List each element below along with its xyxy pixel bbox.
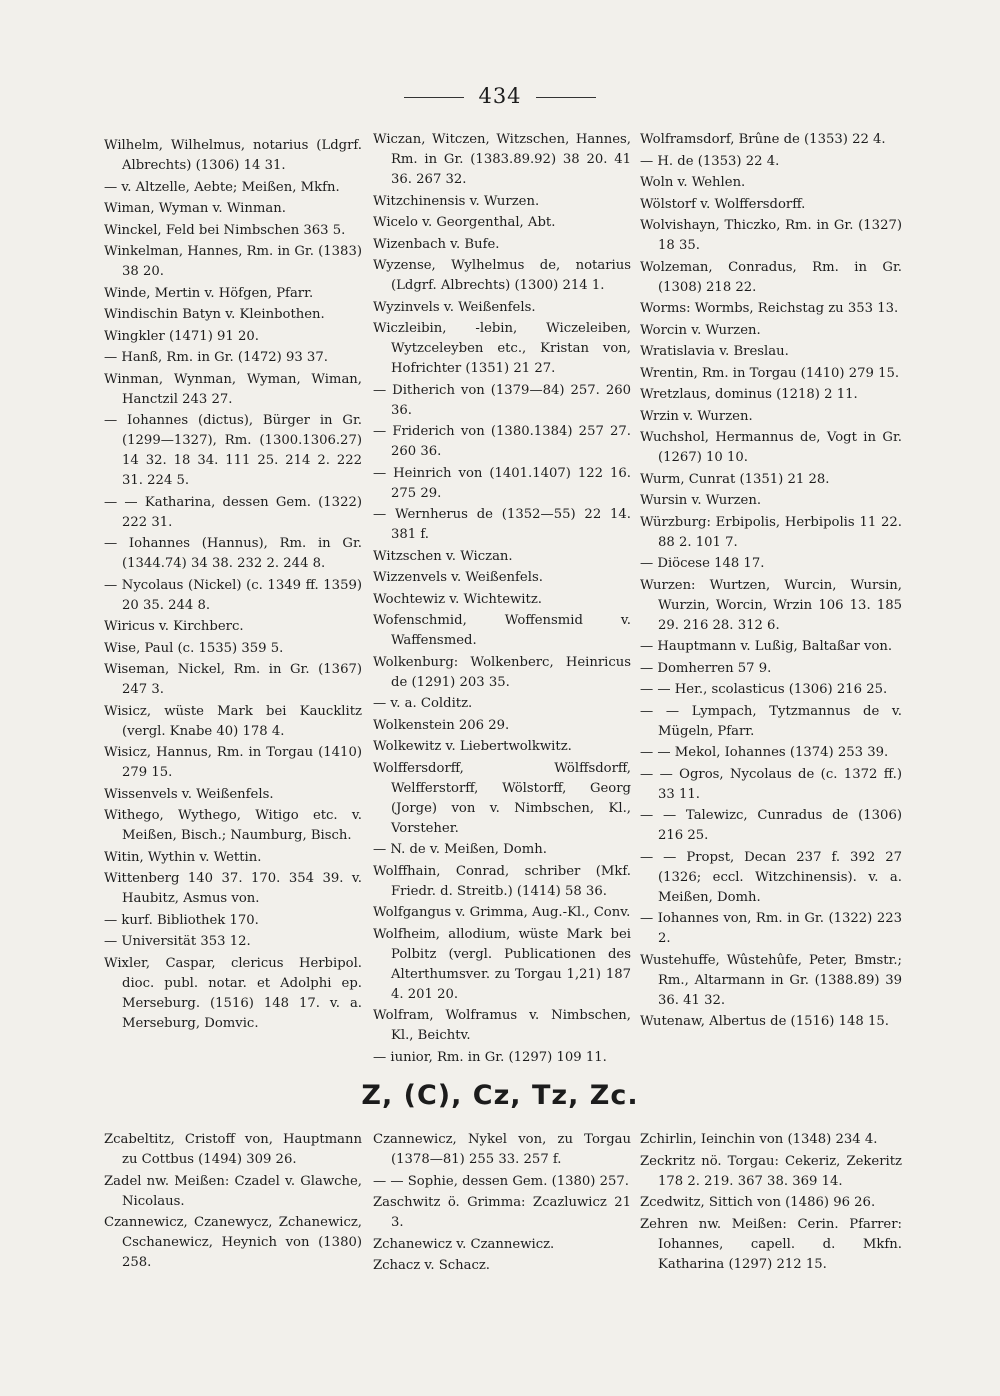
index-entry: Wixler, Caspar, clericus Herbipol. dioc. publ. notar. et Adolphi ep. Merseburg. (1516) 148 17. v. a. Merseburg, Domvic. — [104, 955, 362, 1031]
index-entry: Wolkenstein 206 29. — [373, 717, 510, 733]
index-entry: Wrzin v. Wurzen. — [640, 408, 753, 424]
index-entry: — — Propst, Decan 237 f. 392 27 (1326; eccl. Witzchinensis). v. a. Meißen, Domh. — [640, 849, 902, 905]
index-entry: Wise, Paul (c. 1535) 359 5. — [104, 640, 284, 656]
index-entry: Zchacz v. Schacz. — [373, 1258, 490, 1273]
header-rule-left — [404, 97, 464, 98]
index-entry: Zcedwitz, Sittich von (1486) 96 26. — [640, 1195, 876, 1210]
index-entry: Zehren nw. Meißen: Cerin. Pfarrer: Iohannes, capell. d. Mkfn. Katharina (1297) 212 15. — [640, 1216, 902, 1272]
index-entry: — N. de v. Meißen, Domh. — [373, 842, 547, 857]
index-entry: Wretzlaus, dominus (1218) 2 11. — [640, 387, 858, 402]
index-entry: Wilhelm, Wilhelmus, notarius (Ldgrf. Albrechts) (1306) 14 31. — [104, 138, 362, 173]
index-entry: Wisicz, Hannus, Rm. in Torgau (1410) 279 15. — [104, 745, 362, 780]
index-entry: Wurm, Cunrat (1351) 21 28. — [640, 471, 830, 487]
index-entry: Wolkewitz v. Liebertwolkwitz. — [373, 739, 572, 754]
index-entry: — v. a. Colditz. — [373, 696, 473, 711]
index-entry: Wustehuffe, Wûstehûfe, Peter, Bmstr.; Rm., Altarmann in Gr. (1388.89) 39 36. 41 32. — [640, 952, 902, 1008]
index-column-5 — [373, 1130, 631, 1278]
index-entry: Wiczleibin, -lebin, Wiczeleiben, Wytzceleyben etc., Kristan von, Hofrichter (1351) 21 27. — [373, 321, 631, 376]
index-column-2 — [373, 130, 631, 1069]
index-entry: Wyzense, Wylhelmus de, notarius (Ldgrf. Albrechts) (1300) 214 1. — [373, 258, 631, 293]
index-entry: Wittenberg 140 37. 170. 354 39. v. Haubitz, Asmus von. — [104, 871, 362, 906]
index-entry: Zchirlin, Ieinchin von (1348) 234 4. — [640, 1132, 878, 1147]
index-entry: — — Talewizc, Cunradus de (1306) 216 25. — [640, 808, 902, 843]
index-entry: Wochtewiz v. Wichtewitz. — [373, 591, 542, 607]
index-entry: Zchanewicz v. Czannewicz. — [373, 1236, 555, 1252]
index-entry: — Friderich von (1380.1384) 257 27. 260 36. — [373, 424, 631, 459]
index-entry: Wutenaw, Albertus de (1516) 148 15. — [640, 1014, 889, 1029]
index-column-4 — [104, 1130, 362, 1275]
index-entry: Wolzeman, Conradus, Rm. in Gr. (1308) 218 22. — [640, 259, 902, 295]
index-entry: Wölstorf v. Wolffersdorff. — [640, 196, 806, 212]
index-entry: Woln v. Wehlen. — [640, 175, 746, 190]
index-entry: Wizenbach v. Bufe. — [373, 236, 500, 252]
index-column-6 — [640, 1130, 902, 1276]
index-entry: Wolfgangus v. Grimma, Aug.-Kl., Conv. — [373, 905, 631, 920]
index-entry: Wurzen: Wurtzen, Wurcin, Wursin, Wurzin, Worcin, Wrzin 106 13. 185 29. 216 28. 312 6. — [640, 577, 902, 633]
index-entry: Wolfheim, allodium, wüste Mark bei Polbitz (vergl. Publicationen des Alterthumsver. zu Torgau 1,21) 187 4. 201 20. — [373, 926, 631, 1002]
index-entry: Wolkenburg: Wolkenberc, Heinricus de (1291) 203 35. — [373, 654, 631, 690]
index-entry: Czannewicz, Nykel von, zu Torgau (1378—81) 255 33. 257 f. — [373, 1132, 631, 1167]
index-entry: Withego, Wythego, Witigo etc. v. Meißen, Bisch.; Naumburg, Bisch. — [104, 808, 362, 843]
index-entry: Wissenvels v. Weißenfels. — [104, 786, 274, 802]
index-column-1 — [104, 136, 362, 1035]
header-rule-right — [536, 97, 596, 98]
index-entry: Wrentin, Rm. in Torgau (1410) 279 15. — [640, 365, 900, 381]
index-entry: Wyzinvels v. Weißenfels. — [373, 299, 536, 315]
index-entry: Witzschen v. Wiczan. — [373, 548, 513, 564]
index-entry: — kurf. Bibliothek 170. — [104, 912, 259, 928]
index-entry: Wolframsdorf, Brûne de (1353) 22 4. — [640, 132, 886, 147]
index-entry: Wicelo v. Georgenthal, Abt. — [373, 215, 556, 230]
page-number-header — [0, 84, 1000, 108]
index-entry: Worcin v. Wurzen. — [640, 322, 761, 338]
index-entry: — Ditherich von (1379—84) 257. 260 36. — [373, 382, 631, 418]
index-entry: Zaschwitz ö. Grimma: Zcazluwicz 21 3. — [373, 1195, 631, 1230]
index-entry: Witin, Wythin v. Wettin. — [104, 849, 262, 865]
index-entry: — Hauptmann v. Lußig, Baltaßar von. — [640, 639, 893, 654]
index-entry: Wingkler (1471) 91 20. — [104, 328, 259, 344]
index-entry: Witzchinensis v. Wurzen. — [373, 193, 540, 209]
index-entry: Wiczan, Witczen, Witzschen, Hannes, Rm. in Gr. (1383.89.92) 38 20. 41 36. 267 32. — [373, 132, 631, 187]
index-entry: — — Lympach, Tytzmannus de v. Mügeln, Pfarr. — [640, 703, 902, 739]
index-entry: Wratislavia v. Breslau. — [640, 344, 789, 359]
index-entry: Wuchshol, Hermannus de, Vogt in Gr. (1267) 10 10. — [640, 430, 902, 465]
section-heading: Z, (C), Cz, Tz, Zc. — [361, 1080, 639, 1111]
index-entry: Zeckritz nö. Torgau: Cekeriz, Zekeritz 178 2. 219. 367 38. 369 14. — [640, 1153, 902, 1189]
index-entry: — Wernherus de (1352—55) 22 14. 381 f. — [373, 507, 631, 542]
index-entry: — Iohannes von, Rm. in Gr. (1322) 223 2. — [640, 911, 902, 946]
index-entry: Wizzenvels v. Weißenfels. — [373, 570, 543, 585]
index-entry: Windischin Batyn v. Kleinbothen. — [104, 307, 325, 322]
index-entry: — — Katharina, dessen Gem. (1322) 222 31. — [104, 494, 362, 530]
index-entry: — — Sophie, dessen Gem. (1380) 257. — [373, 1173, 629, 1189]
index-entry: Zadel nw. Meißen: Czadel v. Glawche, Nicolaus. — [104, 1173, 362, 1209]
index-entry: Wiseman, Nickel, Rm. in Gr. (1367) 247 3. — [104, 662, 362, 697]
index-entry: — Hanß, Rm. in Gr. (1472) 93 37. — [104, 350, 328, 365]
index-entry: Wisicz, wüste Mark bei Kaucklitz (vergl. Knabe 40) 178 4. — [104, 703, 362, 739]
index-entry: Wolfram, Wolframus v. Nimbschen, Kl., Beichtv. — [373, 1008, 631, 1043]
page-number: 434 — [478, 84, 522, 108]
index-entry: — iunior, Rm. in Gr. (1297) 109 11. — [373, 1049, 607, 1065]
index-entry: Winman, Wynman, Wyman, Wiman, Hanctzil 243 27. — [104, 371, 362, 407]
index-entry: Winde, Mertin v. Höfgen, Pfarr. — [104, 285, 314, 301]
index-entry: Czannewicz, Czanewycz, Zchanewicz, Cschanewicz, Heynich von (1380) 258. — [104, 1215, 362, 1270]
index-entry: — Iohannes (Hannus), Rm. in Gr. (1344.74) 34 38. 232 2. 244 8. — [104, 536, 362, 571]
index-entry: — — Her., scolasticus (1306) 216 25. — [640, 682, 888, 697]
index-entry: Wolffhain, Conrad, schriber (Mkf. Friedr. d. Streitb.) (1414) 58 36. — [373, 863, 631, 899]
index-entry: — v. Altzelle, Aebte; Meißen, Mkfn. — [104, 179, 340, 195]
index-entry: Würzburg: Erbipolis, Herbipolis 11 22. 88 2. 101 7. — [640, 514, 902, 550]
index-entry: Wiman, Wyman v. Winman. — [104, 201, 286, 216]
index-entry: Wofenschmid, Woffensmid v. Waffensmed. — [373, 613, 631, 648]
index-entry: Wolvishayn, Thiczko, Rm. in Gr. (1327) 18 35. — [640, 218, 902, 253]
index-entry: — Universität 353 12. — [104, 934, 251, 949]
index-entry: Worms: Wormbs, Reichstag zu 353 13. — [640, 301, 899, 316]
index-entry: — Heinrich von (1401.1407) 122 16. 275 29. — [373, 465, 631, 501]
index-entry: — Iohannes (dictus), Bürger in Gr. (1299—1327), Rm. (1300.1306.27) 14 32. 18 34. 111 25. 214 2. 222 31. 224 5. — [104, 413, 362, 488]
index-entry: — — Mekol, Iohannes (1374) 253 39. — [640, 745, 889, 760]
index-column-3 — [640, 130, 902, 1034]
index-entry: Wursin v. Wurzen. — [640, 493, 762, 508]
index-entry: Winkelman, Hannes, Rm. in Gr. (1383) 38 20. — [104, 244, 362, 279]
index-entry: — Diöcese 148 17. — [640, 556, 765, 571]
index-entry: Zcabeltitz, Cristoff von, Hauptmann zu Cottbus (1494) 309 26. — [104, 1132, 362, 1167]
index-entry: — — Ogros, Nycolaus de (c. 1372 ff.) 33 11. — [640, 766, 902, 802]
index-entry: — Domherren 57 9. — [640, 660, 772, 676]
index-entry: Winckel, Feld bei Nimbschen 363 5. — [104, 222, 346, 238]
index-entry: — Nycolaus (Nickel) (c. 1349 ff. 1359) 20 35. 244 8. — [104, 577, 362, 613]
index-entry: Wolffersdorff, Wölffsdorff, Welfferstorff, Wölstorff, Georg (Jorge) von v. Nimbschen, Kl., Vorsteher. — [373, 760, 631, 836]
index-entry: — H. de (1353) 22 4. — [640, 153, 780, 169]
index-entry: Wiricus v. Kirchberc. — [104, 619, 244, 634]
